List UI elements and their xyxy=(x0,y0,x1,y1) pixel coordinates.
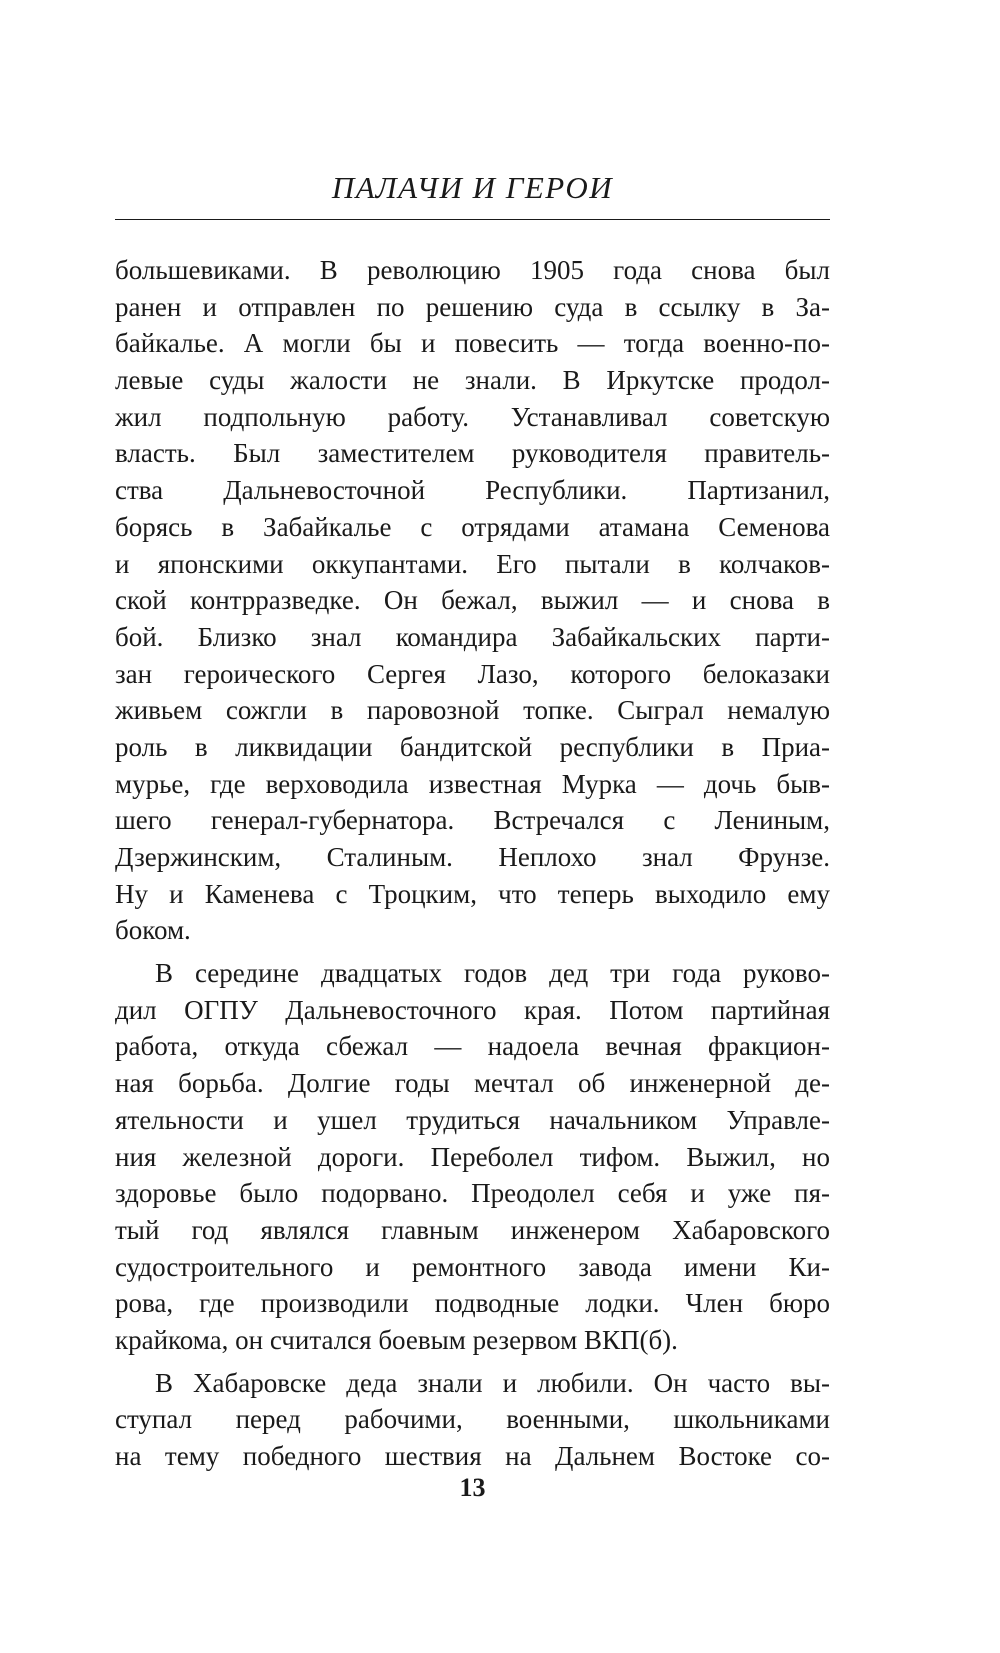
text-line: ской контрразведке. Он бежал, выжил — и снова в xyxy=(115,585,830,616)
running-head: ПАЛАЧИ И ГЕРОИ xyxy=(331,170,614,205)
text-line: В середине двадцатых годов дед три года руково- xyxy=(155,958,830,989)
body-text xyxy=(115,252,830,1475)
text-line: власть. Был заместителем руководителя правитель- xyxy=(115,438,830,469)
paragraph xyxy=(115,955,830,1359)
text-line: ятельности и ушел трудиться начальником Управле- xyxy=(115,1104,830,1135)
text-line: живьем сожгли в паровозной топке. Сыграл немалую xyxy=(115,695,830,726)
text-line: ступал перед рабочими, военными, школьниками xyxy=(115,1404,830,1435)
text-line: крайкома, он считался боевым резервом ВКП(б). xyxy=(115,1324,678,1355)
text-line: большевиками. В революцию 1905 года снова был xyxy=(115,255,830,285)
text-line: бой. Близко знал командира Забайкальских парти- xyxy=(115,621,830,652)
text-line: байкалье. А могли бы и повесить — тогда военно-по- xyxy=(115,328,830,359)
text-line: Ну и Каменева с Троцким, что теперь выходило ему xyxy=(115,878,830,909)
text-line: левые суды жалости не знали. В Иркутске продол- xyxy=(115,365,830,396)
text-line: ства Дальневосточной Республики. Партизанил, xyxy=(115,475,830,506)
text-line: и японскими оккупантами. Его пытали в колчаков- xyxy=(115,548,830,579)
text-line: жил подпольную работу. Устанавливал советскую xyxy=(115,401,830,432)
text-line: ранен и отправлен по решению суда в ссылку в За- xyxy=(115,291,830,322)
text-line: зан героического Сергея Лазо, которого белоказаки xyxy=(115,658,830,689)
text-line: рова, где производили подводные лодки. Член бюро xyxy=(115,1288,830,1319)
text-line: роль в ликвидации бандитской республики в Приа- xyxy=(115,731,830,762)
text-line: борясь в Забайкалье с отрядами атамана Семенова xyxy=(115,511,830,542)
text-line: судостроительного и ремонтного завода имени Ки- xyxy=(115,1251,830,1282)
text-line: В Хабаровске деда знали и любили. Он часто вы- xyxy=(155,1367,830,1398)
text-line: ная борьба. Долгие годы мечтал об инженерной де- xyxy=(115,1068,830,1099)
text-line: здоровье было подорвано. Преодолел себя и уже пя- xyxy=(115,1178,830,1209)
text-line: шего генерал-губернатора. Встречался с Лениным, xyxy=(115,805,830,836)
text-line: на тему победного шествия на Дальнем Востоке со- xyxy=(115,1441,830,1471)
text-line: мурье, где верховодила известная Мурка — дочь быв- xyxy=(115,768,830,799)
text-line: дил ОГПУ Дальневосточного края. Потом партийная xyxy=(115,994,830,1025)
text-line: тый год являлся главным инженером Хабаровского xyxy=(115,1214,830,1245)
paragraph xyxy=(115,1365,830,1475)
text-line: боком. xyxy=(115,915,191,946)
page-number: 13 xyxy=(459,1473,486,1502)
text-line: Дзержинским, Сталиным. Неплохо знал Фрунзе. xyxy=(115,842,830,872)
text-line: ния железной дороги. Переболел тифом. Выжил, но xyxy=(115,1141,830,1172)
header-rule xyxy=(115,219,830,220)
text-line: работа, откуда сбежал — надоела вечная фракцион- xyxy=(115,1031,830,1062)
paragraph xyxy=(115,252,830,949)
